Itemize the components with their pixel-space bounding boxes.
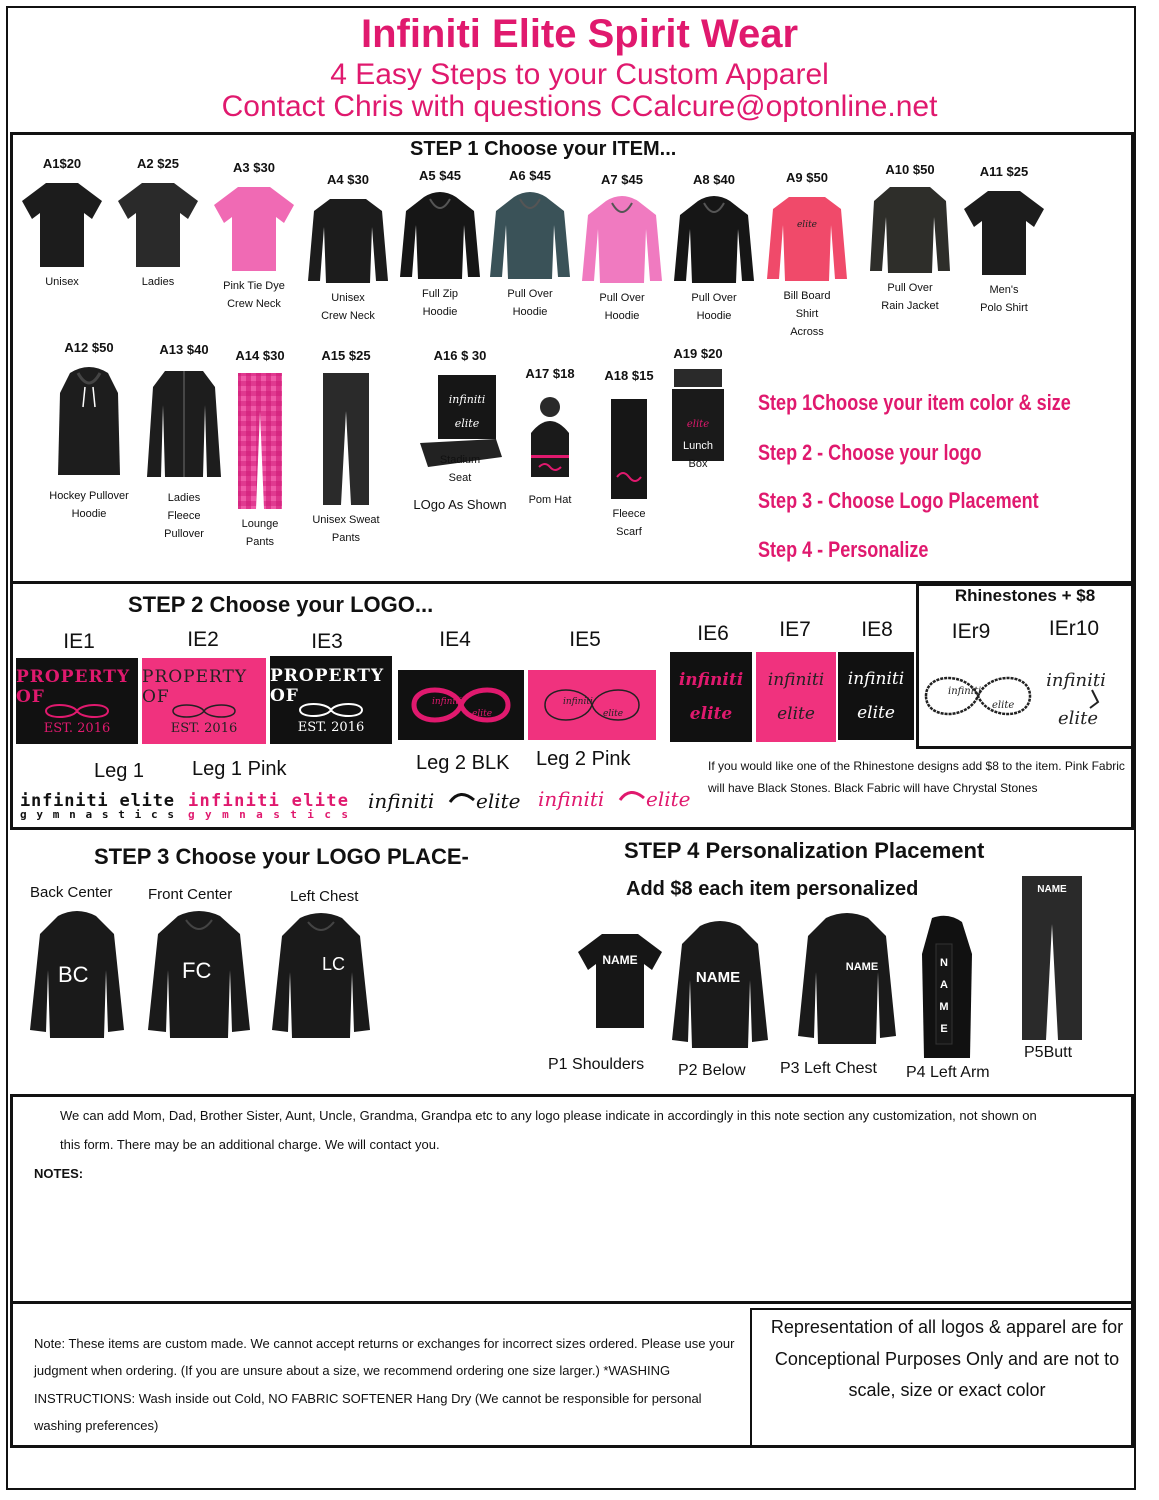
item-label: Seat bbox=[448, 471, 472, 484]
item-label: Pink Tie Dye bbox=[223, 280, 285, 292]
item-label: Across bbox=[790, 325, 824, 338]
item-label: Pants bbox=[331, 531, 361, 544]
infinity-icon bbox=[169, 703, 239, 719]
sweat-pants-icon bbox=[321, 371, 371, 507]
svg-text:infiniti elite: infiniti elite bbox=[20, 791, 174, 811]
leg1-pink-label: Leg 1 Pink bbox=[192, 758, 287, 780]
item-label: Pull Over bbox=[507, 288, 553, 300]
svg-text:infiniti: infiniti bbox=[1046, 670, 1106, 691]
svg-text:gymnastics: gymnastics bbox=[188, 808, 348, 820]
svg-text:infiniti: infiniti bbox=[563, 697, 593, 707]
tee-garment-icon bbox=[212, 183, 296, 273]
item-label: Lounge bbox=[241, 518, 279, 530]
item-price: A19 $20 bbox=[673, 346, 723, 361]
logo-code-ie7: IE7 bbox=[779, 618, 811, 641]
personalization-label-p5: P5Butt bbox=[1024, 1044, 1073, 1061]
leg2-pink-label: Leg 2 Pink bbox=[536, 748, 631, 770]
placement-label-front: Front Center bbox=[148, 886, 233, 903]
rhinestone-stacked-logo[interactable] bbox=[1046, 656, 1110, 740]
item-label: Hoodie bbox=[422, 305, 458, 318]
infinity-icon bbox=[42, 703, 112, 719]
item-a8[interactable] bbox=[666, 172, 762, 327]
item-price: A9 $50 bbox=[786, 170, 828, 185]
fleece-pullover-icon bbox=[145, 365, 223, 485]
item-label: Stadium bbox=[439, 454, 481, 466]
placement-code-bc: BC bbox=[58, 962, 89, 987]
personalization-label-p3: P3 Left Chest bbox=[780, 1060, 877, 1077]
item-label: Hoodie bbox=[71, 507, 107, 520]
tee-shoulders-icon[interactable] bbox=[574, 930, 666, 1030]
item-label: Crew Neck bbox=[227, 297, 281, 310]
svg-text:elite: elite bbox=[646, 787, 691, 811]
item-a18[interactable] bbox=[594, 368, 664, 543]
rhinestone-infinity-logo[interactable] bbox=[918, 664, 1038, 728]
personalization-name: NAME bbox=[695, 969, 741, 986]
page-title: Infiniti Elite Spirit Wear bbox=[360, 12, 799, 56]
item-label: Hockey Pullover bbox=[49, 490, 129, 502]
logo-ie8[interactable] bbox=[838, 652, 914, 740]
footer-disclaimer: Representation of all logos & apparel are for Conceptional Purposes Only and are not to scale, size or exact color bbox=[770, 1317, 1124, 1400]
logo-word-elite: elite bbox=[689, 704, 733, 724]
svg-text:infiniti: infiniti bbox=[948, 686, 982, 697]
item-price: A3 $30 bbox=[233, 160, 275, 175]
item-a15[interactable] bbox=[298, 348, 394, 549]
placement-code-fc: FC bbox=[182, 958, 212, 983]
item-a1[interactable] bbox=[14, 156, 110, 293]
infinity-icon bbox=[296, 702, 366, 718]
logo-code-ie6: IE6 bbox=[697, 622, 729, 645]
logo-code-ie3: IE3 bbox=[311, 630, 343, 653]
polo-garment-icon bbox=[962, 187, 1046, 277]
svg-text:elite: elite bbox=[603, 709, 624, 719]
svg-text:infiniti: infiniti bbox=[432, 697, 462, 707]
page-subtitle: 4 Easy Steps to your Custom Apparel bbox=[330, 58, 829, 91]
placement-label-left-chest: Left Chest bbox=[290, 888, 359, 905]
step2-heading: STEP 2 Choose your LOGO... bbox=[128, 592, 434, 617]
logo-word-elite: elite bbox=[777, 704, 815, 724]
item-price: A2 $25 bbox=[137, 156, 179, 171]
lounge-pants-icon bbox=[236, 371, 284, 511]
leg2-blk-graphic[interactable] bbox=[364, 780, 530, 820]
item-a14[interactable] bbox=[226, 348, 294, 553]
item-label: Box bbox=[688, 457, 708, 470]
leg2-blk-label: Leg 2 BLK bbox=[416, 752, 510, 774]
placement-label-back: Back Center bbox=[30, 884, 113, 901]
hood-garment-icon bbox=[488, 191, 572, 281]
leg1-graphic[interactable] bbox=[18, 790, 180, 820]
item-a2[interactable] bbox=[110, 156, 206, 293]
svg-text:infiniti: infiniti bbox=[368, 789, 435, 813]
logo-word-infiniti: infiniti bbox=[847, 669, 905, 689]
item-a17[interactable] bbox=[514, 366, 586, 511]
item-label: Unisex bbox=[45, 276, 79, 288]
jacket-left-arm-icon[interactable] bbox=[920, 914, 974, 1060]
notes-input-area[interactable] bbox=[34, 1186, 1124, 1298]
logo-code-ier10: IEr10 bbox=[1048, 617, 1100, 640]
item-label: Pull Over bbox=[691, 292, 737, 304]
svg-text:infiniti elite: infiniti elite bbox=[188, 791, 348, 811]
long-garment-icon bbox=[306, 195, 390, 285]
item-price: A15 $25 bbox=[321, 348, 371, 363]
logo-text: EST. 2016 bbox=[43, 720, 111, 736]
item-label: Pants bbox=[245, 535, 275, 548]
logo-code-ier9: IEr9 bbox=[951, 620, 991, 643]
personalization-label-p1: P1 Shoulders bbox=[548, 1056, 645, 1073]
steps-list-item-3: Step 3 - Choose Logo Placement bbox=[758, 488, 1039, 513]
hoodie-below-icon[interactable] bbox=[670, 920, 770, 1052]
personalization-name: NAME bbox=[1037, 884, 1067, 895]
item-a19[interactable] bbox=[666, 346, 730, 475]
logo-text: EST. 2016 bbox=[170, 720, 238, 736]
tee-garment-icon bbox=[20, 179, 104, 269]
item-label: Full Zip bbox=[421, 288, 459, 300]
logo-ie7[interactable] bbox=[756, 652, 836, 742]
rhinestone-heading: Rhinestones + $8 bbox=[954, 586, 1096, 605]
svg-text:elite: elite bbox=[796, 220, 818, 230]
item-label: Shirt bbox=[795, 307, 819, 320]
item-price: A11 $25 bbox=[979, 164, 1029, 179]
fleece-scarf-icon bbox=[607, 397, 651, 501]
step3-heading: STEP 3 Choose your LOGO PLACE- bbox=[94, 844, 469, 869]
item-a3[interactable] bbox=[206, 160, 302, 315]
leg1-pink-graphic[interactable] bbox=[186, 790, 354, 820]
item-label: Ladies bbox=[167, 492, 201, 504]
contact-line: Contact Chris with questions CCalcure@optonline.net bbox=[221, 90, 938, 123]
logo-code-ie1: IE1 bbox=[63, 630, 95, 653]
logo-code-ie4: IE4 bbox=[439, 628, 471, 651]
item-price: A18 $15 bbox=[604, 368, 654, 383]
logo-code-ie5: IE5 bbox=[569, 628, 601, 651]
item-label: Lunch bbox=[683, 440, 713, 452]
personalization-label-p4: P4 Left Arm bbox=[906, 1064, 990, 1081]
steps-list-item-1: Step 1Choose your item color & size bbox=[758, 390, 1071, 415]
item-price: A14 $30 bbox=[235, 348, 285, 363]
steps-list-item-2: Step 2 - Choose your logo bbox=[758, 440, 982, 465]
svg-text:infiniti: infiniti bbox=[448, 393, 486, 406]
item-a6[interactable] bbox=[482, 168, 578, 323]
hockey-hoodie-icon bbox=[56, 363, 122, 483]
hood-garment-icon bbox=[672, 195, 756, 285]
item-label: Hoodie bbox=[604, 309, 640, 322]
logo-text: PROPERTY OF bbox=[16, 666, 131, 707]
item-label: Pullover bbox=[164, 527, 204, 540]
item-price: A7 $45 bbox=[601, 172, 643, 187]
notes-label: NOTES: bbox=[34, 1166, 84, 1181]
item-label: Polo Shirt bbox=[980, 301, 1028, 314]
item-price: A1$20 bbox=[42, 156, 82, 171]
infinity-logo-icon bbox=[406, 680, 516, 730]
svg-text:A: A bbox=[940, 979, 948, 991]
logo-code-ie2: IE2 bbox=[187, 628, 219, 651]
long-garment-icon bbox=[765, 193, 849, 283]
step1-heading: STEP 1 Choose your ITEM... bbox=[410, 138, 677, 160]
svg-text:elite: elite bbox=[472, 709, 493, 719]
svg-text:infiniti: infiniti bbox=[538, 787, 605, 811]
item-label: Fleece bbox=[612, 508, 646, 520]
logo-code-ie8: IE8 bbox=[861, 618, 893, 641]
placement-code-lc: LC bbox=[322, 954, 346, 974]
logo-ie4[interactable] bbox=[398, 670, 524, 740]
leg1-label: Leg 1 bbox=[94, 760, 145, 782]
hood-garment-icon bbox=[398, 191, 482, 281]
item-label: Bill Board bbox=[783, 290, 831, 302]
item-price: A16 $ 30 bbox=[433, 348, 487, 363]
item-a4[interactable] bbox=[300, 172, 396, 327]
svg-text:elite: elite bbox=[454, 417, 480, 430]
item-price: A17 $18 bbox=[525, 366, 575, 381]
pom-hat-icon bbox=[525, 395, 575, 487]
svg-text:E: E bbox=[940, 1023, 948, 1035]
logo-ie6[interactable] bbox=[670, 652, 752, 742]
item-label: Crew Neck bbox=[321, 309, 375, 322]
logo-word-elite: elite bbox=[857, 703, 895, 723]
logo-ie3[interactable] bbox=[270, 656, 392, 744]
logo-word-infiniti: infiniti bbox=[767, 670, 825, 690]
footer-note: Note: These items are custom made. We cannot accept returns or exchanges for incorrect sizes ordered. Please use your judgment when ordering. (If you are unsure about a size, we recommend ordering one size larger.) *WASHING INSTRUCTIONS: Wash inside out Cold, NO FABRIC SOFTENER Hang Dry (We cannot be responsible for personal washing preferences) bbox=[34, 1336, 735, 1433]
item-label: Rain Jacket bbox=[881, 299, 939, 312]
item-a16[interactable] bbox=[400, 348, 520, 516]
personalization-label-p2: P2 Below bbox=[678, 1062, 746, 1079]
hood-garment-icon bbox=[580, 195, 664, 285]
svg-text:elite: elite bbox=[476, 789, 521, 813]
item-label: Scarf bbox=[616, 525, 642, 538]
logo-text: EST. 2016 bbox=[297, 719, 365, 735]
item-label: Hoodie bbox=[512, 305, 548, 318]
item-label: Pom Hat bbox=[528, 494, 572, 506]
item-price: A6 $45 bbox=[509, 168, 551, 183]
item-price: A8 $40 bbox=[693, 172, 735, 187]
item-label: Pull Over bbox=[599, 292, 645, 304]
leg2-pink-graphic[interactable] bbox=[534, 778, 700, 818]
pants-butt-icon[interactable] bbox=[1020, 874, 1084, 1042]
item-label: Ladies bbox=[141, 276, 175, 288]
item-price: A12 $50 bbox=[64, 340, 114, 355]
item-a7[interactable] bbox=[574, 172, 670, 327]
item-price: A4 $30 bbox=[327, 172, 369, 187]
item-label: Unisex bbox=[331, 292, 365, 304]
logo-ie2[interactable] bbox=[142, 658, 266, 744]
svg-text:N: N bbox=[940, 957, 948, 969]
item-label: Unisex Sweat bbox=[312, 514, 380, 526]
svg-text:elite: elite bbox=[992, 700, 1015, 711]
hoodie-left-chest-name-icon[interactable] bbox=[796, 912, 898, 1048]
svg-text:elite: elite bbox=[686, 419, 710, 430]
infinity-logo-icon bbox=[537, 680, 647, 730]
item-label: Pull Over bbox=[887, 282, 933, 294]
item-a9[interactable] bbox=[752, 170, 862, 342]
item-a13[interactable] bbox=[140, 342, 228, 544]
svg-text:M: M bbox=[939, 1001, 949, 1013]
hoodie-left-chest-icon[interactable] bbox=[270, 912, 372, 1042]
logo-word-infiniti: infiniti bbox=[678, 670, 744, 690]
svg-text:gymnastics: gymnastics bbox=[20, 808, 174, 820]
logo-text: PROPERTY OF bbox=[270, 665, 385, 706]
item-label: Men's bbox=[989, 284, 1019, 296]
item-price: A5 $45 bbox=[419, 168, 461, 183]
item-label: Hoodie bbox=[696, 309, 732, 322]
item-price: A13 $40 bbox=[159, 342, 209, 357]
item-price: A10 $50 bbox=[885, 162, 935, 177]
personalization-name: NAME bbox=[602, 953, 638, 967]
logo-text: PROPERTY OF bbox=[142, 666, 248, 707]
steps-list-item-4: Step 4 - Personalize bbox=[758, 537, 929, 562]
item-a10[interactable] bbox=[862, 162, 958, 317]
item-a11[interactable] bbox=[956, 164, 1052, 319]
item-a5[interactable] bbox=[392, 168, 488, 323]
tee-garment-icon bbox=[116, 179, 200, 269]
item-label: Fleece bbox=[167, 509, 201, 522]
item-a12[interactable] bbox=[34, 340, 144, 525]
logo-ie5[interactable] bbox=[528, 670, 656, 740]
notes-intro: We can add Mom, Dad, Brother Sister, Aunt, Uncle, Grandma, Grandpa etc to any logo please indicate in accordingly in this note section any customization, not shown on this form. There may be an additional charge. We will contact you. bbox=[60, 1108, 1037, 1152]
step4-subheading: Add $8 each item personalized bbox=[626, 878, 919, 900]
personalization-name: NAME bbox=[845, 961, 879, 973]
item-note: LOgo As Shown bbox=[413, 496, 507, 512]
svg-text:elite: elite bbox=[1057, 708, 1099, 729]
jacket-garment-icon bbox=[868, 185, 952, 275]
step4-heading: STEP 4 Personalization Placement bbox=[624, 838, 985, 863]
logo-ie1[interactable] bbox=[16, 658, 138, 744]
rhinestone-note: If you would like one of the Rhinestone designs add $8 to the item. Pink Fabric will have Black Stones. Black Fabric will have Chrystal Stones bbox=[708, 759, 1125, 795]
